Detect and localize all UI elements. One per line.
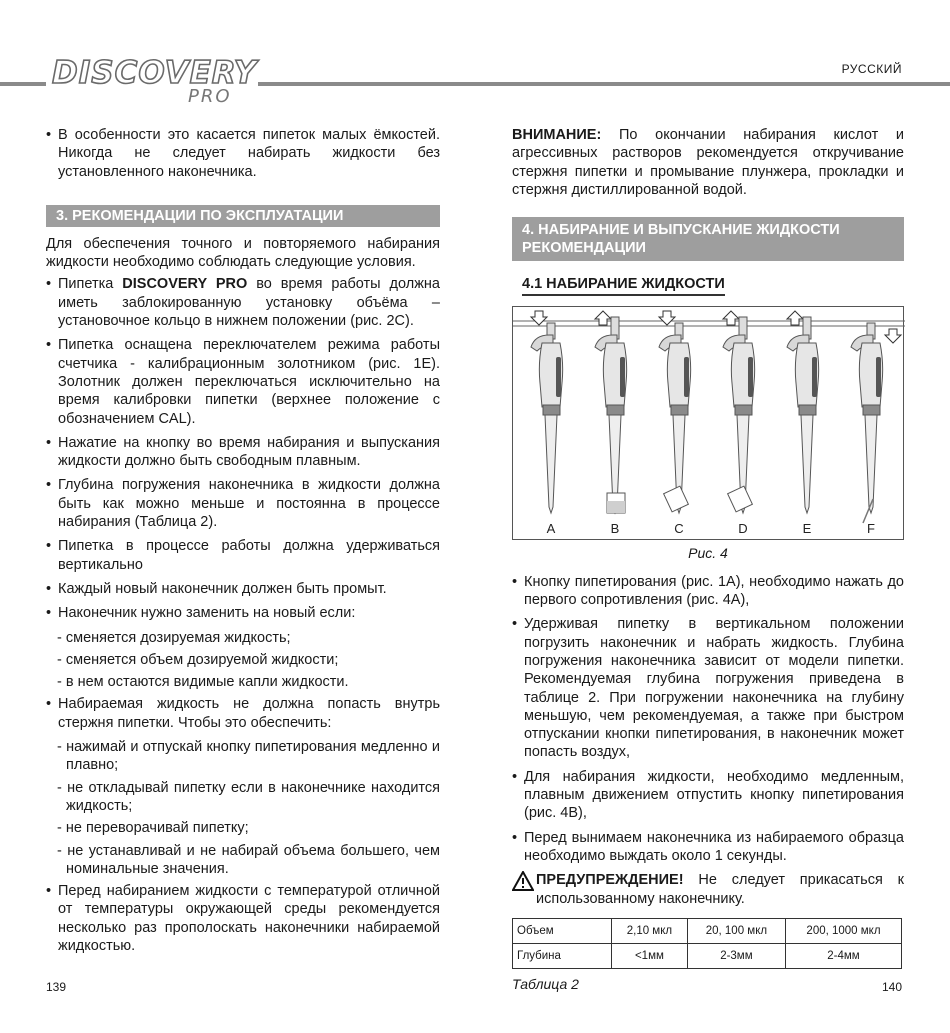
pipette-collar [543, 405, 560, 415]
table-cell: 200, 1000 мкл [785, 918, 901, 943]
arrow-down-icon [885, 329, 901, 343]
arrow-up-icon [787, 311, 803, 325]
table-cell: 2,10 мкл [612, 918, 688, 943]
step-bullet: • Кнопку пипетирования (рис. 1A), необходимо нажать до первого сопротивления (рис. 4A), [512, 573, 904, 610]
step-bullet: • Для набирания жидкости, необходимо медленным, плавным движением отпустить кнопку пипетирования (рис. 4B), [512, 768, 904, 823]
tilted-vessel [728, 487, 753, 513]
figure-label: A [546, 521, 556, 537]
figure-4 [512, 306, 904, 540]
table-caption: Таблица 2 [512, 976, 579, 993]
table-cell: Глубина [513, 944, 612, 969]
bullet-8: • Набираемая жидкость не должна попасть внутрь стержня пипетки. Чтобы это обеспечить: [46, 695, 440, 732]
warning-triangle-icon [512, 871, 536, 896]
bullet-7-item: - сменяется объем дозируемой жидкости; [46, 651, 440, 669]
section-4-title: 4. НАБИРАНИЕ И ВЫПУСКАНИЕ ЖИДКОСТИ РЕКОМЕНДАЦИИ [512, 217, 904, 261]
attention-label: ВНИМАНИЕ: [512, 127, 602, 143]
left-column [46, 126, 440, 961]
warning-block [512, 871, 904, 908]
figure-label: D [738, 521, 748, 537]
bullet-7-item: - сменяется дозируемая жидкость; [46, 629, 440, 647]
bullet-8-item: - нажимай и отпускай кнопку пипетирования медленно и плавно; [46, 738, 440, 775]
figure-label: B [610, 521, 620, 537]
bullet-7-item: - в нем остаются видимые капли жидкости. [46, 673, 440, 691]
table-cell: Объем [513, 918, 612, 943]
bullet-1 [46, 275, 440, 330]
pipette-collar [863, 405, 880, 415]
table-cell: 2-3мм [687, 944, 785, 969]
bullet-8-item: - не откладывай пипетку если в наконечнике находится жидкость; [46, 779, 440, 816]
pipette-grip [620, 357, 625, 397]
bullet-8-item: - не устанавливай и не набирай объема большего, чем номинальные значения. [46, 842, 440, 879]
figure-label: F [867, 521, 875, 537]
pipette-tip [865, 415, 877, 513]
depth-table [512, 918, 902, 970]
right-column [512, 126, 904, 994]
table-cell: 2-4мм [785, 944, 901, 969]
pipette-grip [556, 357, 561, 397]
figure-label: E [802, 521, 812, 537]
bullet-6: • Каждый новый наконечник должен быть промыт. [46, 580, 440, 598]
step-bullet: • Перед вынимаем наконечника из набираемого образца необходимо выждать около 1 секунды. [512, 829, 904, 866]
page-number-right: 140 [881, 980, 902, 994]
figure-caption: Рис. 4 [688, 545, 728, 562]
brand-logo-sub: PRO [188, 86, 232, 107]
bullet-2: • Пипетка оснащена переключателем режима работы счетчика - калибрационным золотником (рис. 1E). Золотник должен переключаться исключительно на время калибровки пипетки (верхнее положение с обозначением CAL). [46, 336, 440, 427]
arrow-down-icon [659, 311, 675, 325]
table-row [513, 918, 902, 943]
intro-bullet: • В особенности это касается пипеток малых ёмкостей. Никогда не следует набирать жидкости без установленного наконечника. [46, 126, 440, 181]
pipette-collar [799, 405, 816, 415]
table-row [513, 944, 902, 969]
bullet-1-post: во время работы должна иметь заблокированную установку объёма – установочное кольцо в нижнем положении (рис. 2C). [58, 276, 440, 330]
bullet-4: • Глубина погружения наконечника в жидкости должна быть как можно меньше и постоянна в процессе набирания (Таблица 2). [46, 476, 440, 531]
table-cell: 20, 100 мкл [687, 918, 785, 943]
arrow-down-icon [531, 311, 547, 325]
pipette-tip [801, 415, 813, 513]
figure-label: C [674, 521, 684, 537]
pipette-sequence-illustration [513, 307, 905, 541]
bullet-5: • Пипетка в процессе работы должна удерживаться вертикально [46, 537, 440, 574]
header-rule-right [258, 82, 950, 86]
pipette-grip [684, 357, 689, 397]
liquid-fill [607, 501, 625, 513]
brand-logo: DISCOVERY [52, 55, 258, 91]
pipette-grip [812, 357, 817, 397]
bullet-7: • Наконечник нужно заменить на новый если: [46, 604, 440, 622]
pipette-collar [735, 405, 752, 415]
attention-note [512, 126, 904, 199]
warning-text-block [536, 871, 904, 908]
warning-label: ПРЕДУПРЕЖДЕНИЕ! [536, 872, 684, 889]
bullet-1-brand: DISCOVERY PRO [122, 276, 248, 293]
bullet-1-pre: Пипетка [58, 276, 123, 293]
header-rule-left [0, 82, 46, 86]
bullet-3: • Нажатие на кнопку во время набирания и выпускания жидкости должно быть свободным плавным. [46, 434, 440, 471]
warning-text: Не следует прикасаться к использованному наконечнику. [536, 872, 904, 907]
subsection-4-1-title: 4.1 НАБИРАНИЕ ЖИДКОСТИ [522, 275, 725, 296]
section-3-title: 3. РЕКОМЕНДАЦИИ ПО ЭКСПЛУАТАЦИИ [46, 205, 440, 227]
table-cell: <1мм [612, 944, 688, 969]
pipette-grip [876, 357, 881, 397]
language-label: РУССКИЙ [841, 62, 902, 76]
arrow-up-icon [723, 311, 739, 325]
section-3-intro: Для обеспечения точного и повторяемого набирания жидкости необходимо соблюдать следующие условия. [46, 235, 440, 271]
pipette-collar [671, 405, 688, 415]
pipette-grip [748, 357, 753, 397]
page-number-left: 139 [46, 980, 67, 994]
arrow-up-icon [595, 311, 611, 325]
pipette-collar [607, 405, 624, 415]
tilted-vessel [664, 487, 689, 513]
pipette-tip [545, 415, 557, 513]
attention-text: По окончании набирания кислот и агрессивных растворов рекомендуется откручивание стержня пипетки и промывание плунжера, прокладки и стержня дистиллированной водой. [512, 127, 904, 198]
bullet-8-item: - не переворачивай пипетку; [46, 819, 440, 837]
bullet-9: • Перед набиранием жидкости с температурой отличной от температуры окружающей среды рекомендуется несколько раз прополоскать наконечники набираемой жидкостью. [46, 882, 440, 955]
step-bullet: • Удерживая пипетку в вертикальном положении погрузить наконечник и набрать жидкость. Глубина погружения наконечника зависит от модели пипетки. Рекомендуемая глубина погружения приведена в таблице 2. При погружении наконечника на глубину меньшую, чем рекомендуемая, а также при быстром отпускании кнопки пипетирования, в наконечник может попасть воздух, [512, 615, 904, 761]
